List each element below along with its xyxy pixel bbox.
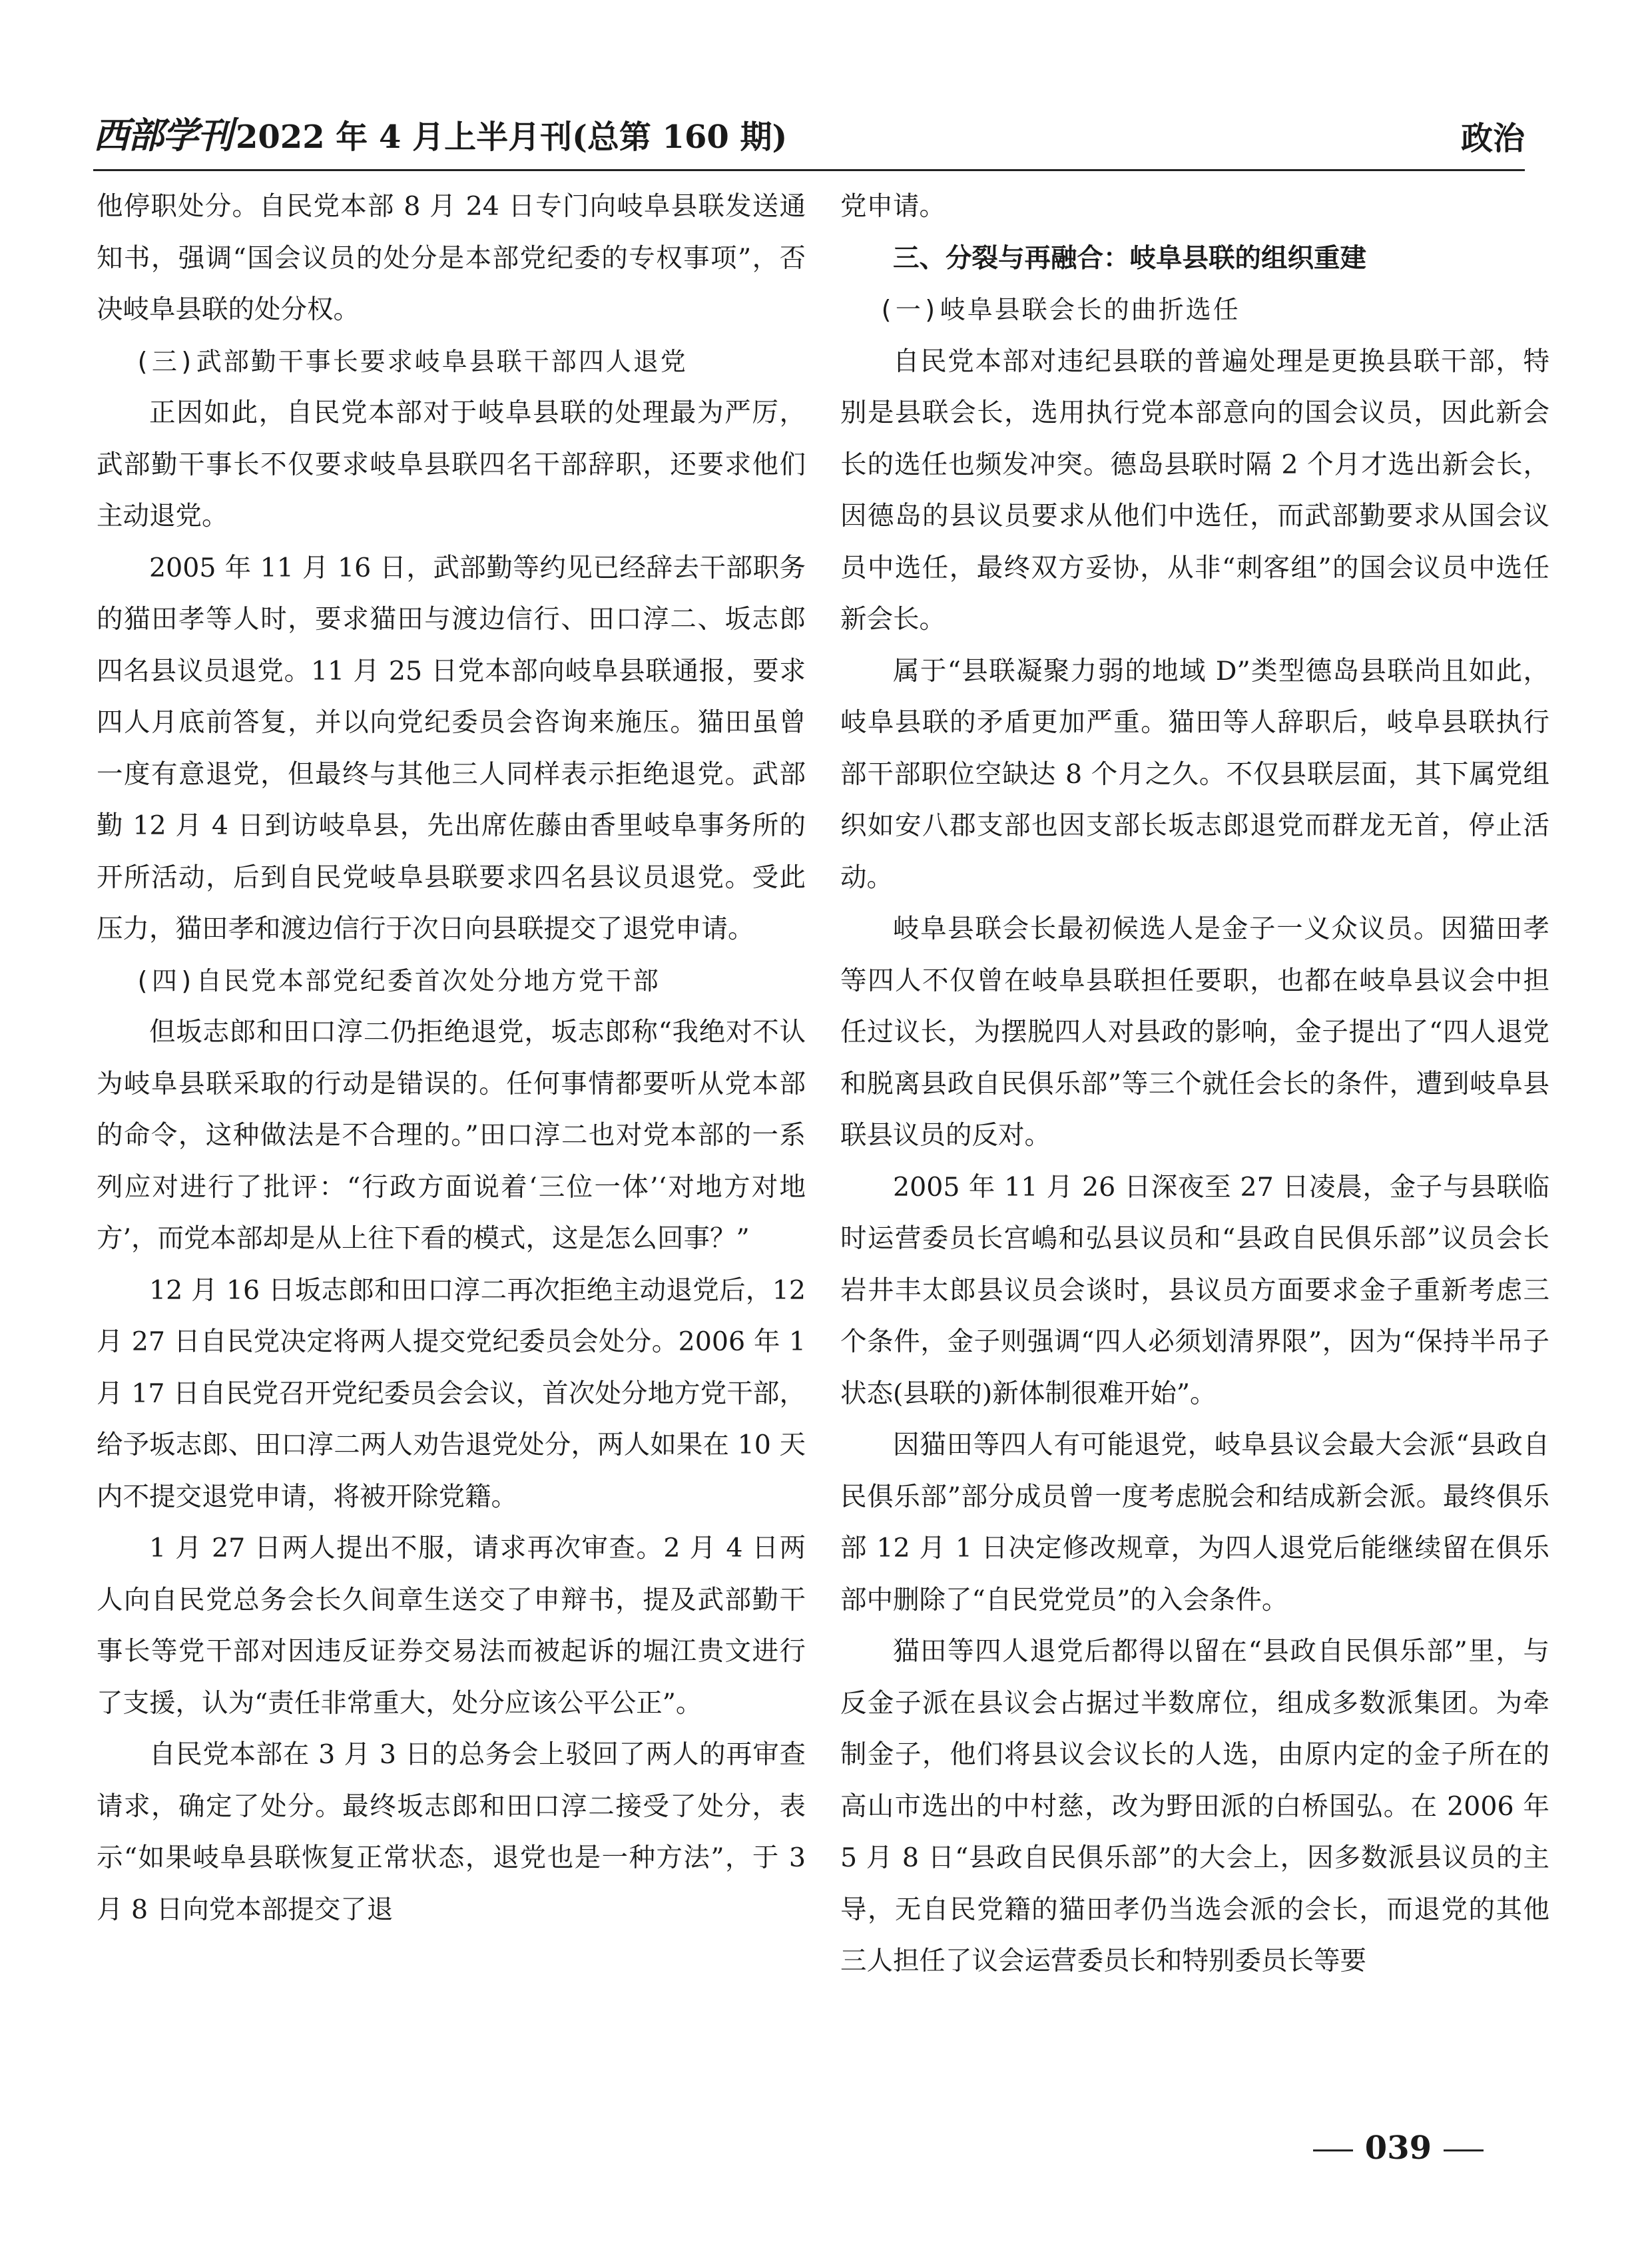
paragraph: 12 月 16 日坂志郎和田口淳二再次拒绝主动退党后，12 月 27 日自民党决定将两人提交党纪委员会处分。2006 年 1 月 17 日自民党召开党纪委员会会议，首次处分地方党干部，给予坂志郎、田口淳二两人劝告退党处分，两人如果在 10 天内不提交退党申请，将被开除党籍。 — [97, 1274, 806, 1512]
journal-logo: 西部学刊 — [93, 114, 232, 156]
header-divider — [93, 169, 1525, 171]
paragraph: 属于“县联凝聚力弱的地域 D”类型德岛县联尚且如此，岐阜县联的矛盾更加严重。猫田等人辞职后，岐阜县联执行部干部职位空缺达 8 个月之久。不仅县联层面，其下属党组织如安八郡支部也因支部长坂志郎退党而群龙无首，停止活动。 — [840, 655, 1549, 893]
paragraph: 因猫田等四人有可能退党，岐阜县议会最大会派“县政自民俱乐部”部分成员曾一度考虑脱会和结成新会派。最终俱乐部 12 月 1 日决定修改规章，为四人退党后能继续留在俱乐部中删除了“自民党党员”的入会条件。 — [840, 1430, 1549, 1615]
page-footer — [1301, 2129, 1496, 2167]
journal-info — [93, 107, 787, 158]
footer-dash-left — [1313, 2149, 1353, 2151]
running-header — [93, 112, 1525, 165]
paragraph: 正因如此，自民党本部对于岐阜县联的处理最为严厉，武部勤干事长不仅要求岐阜县联四名干部辞职，还要求他们主动退党。 — [97, 398, 806, 531]
paragraph: 猫田等四人退党后都得以留在“县政自民俱乐部”里，与反金子派在县议会占据过半数席位，组成多数派集团。为牵制金子，他们将县议会议长的人选，由原内定的金子所在的高山市选出的中村慈，改为野田派的白桥国弘。在 2006 年 5 月 8 日“县政自民俱乐部”的大会上，因多数派县议员的主导，无自民党籍的猫田孝仍当选会派的会长，而退党的其他三人担任了议会运营委员长和特别委员长等要 — [840, 1636, 1549, 1976]
issue-info: 2022 年 4 月上半月刊(总第 160 期) — [236, 119, 788, 156]
subsection-heading: (一)岐阜县联会长的曲折选任 — [878, 295, 1240, 324]
paragraph: 但坂志郎和田口淳二仍拒绝退党，坂志郎称“我绝对不认为岐阜县联采取的行动是错误的。任何事情都要听从党本部的命令，这种做法是不合理的。”田口淳二也对党本部的一系列应对进行了批评：“行政方面说着‘三位一体’‘对地方对地方’，而党本部却是从上往下看的模式，这是怎么回事？” — [97, 1017, 806, 1254]
right-column — [840, 181, 1549, 1988]
paragraph: 岐阜县联会长最初候选人是金子一义众议员。因猫田孝等四人不仅曾在岐阜县联担任要职，也都在岐阜县议会中担任过议长，为摆脱四人对县政的影响，金子提出了“四人退党和脱离县政自民俱乐部”等三个就任会长的条件，遭到岐阜县联县议员的反对。 — [840, 914, 1549, 1151]
paragraph: 他停职处分。自民党本部 8 月 24 日专门向岐阜县联发送通知书，强调“国会议员的处分是本部党纪委的专权事项”，否决岐阜县联的处分权。 — [97, 191, 806, 325]
paragraph: 2005 年 11 月 16 日，武部勤等约见已经辞去干部职务的猫田孝等人时，要求猫田与渡边信行、田口淳二、坂志郎四名县议员退党。11 月 25 日党本部向岐阜县联通报，要求四人月底前答复，并以向党纪委员会咨询来施压。猫田虽曾一度有意退党，但最终与其他三人同样表示拒绝退党。武部勤 12 月 4 日到访岐阜县，先出席佐藤由香里岐阜事务所的开所活动，后到自民党岐阜县联要求四名县议员退党。受此压力，猫田孝和渡边信行于次日向县联提交了退党申请。 — [97, 552, 806, 944]
paragraph: 2005 年 11 月 26 日深夜至 27 日凌晨，金子与县联临时运营委员长宫嶋和弘县议员和“县政自民俱乐部”议员会长岩井丰太郎县议员会谈时，县议员方面要求金子重新考虑三个条件，金子则强调“四人必须划清界限”，因为“保持半吊子状态(县联的)新体制很难开始”。 — [840, 1171, 1549, 1409]
section-label: 政治 — [1460, 120, 1525, 157]
left-column — [97, 181, 806, 1936]
footer-dash-right — [1444, 2149, 1484, 2151]
section-heading: 三、分裂与再融合：岐阜县联的组织重建 — [893, 242, 1366, 274]
paragraph: 自民党本部在 3 月 3 日的总务会上驳回了两人的再审查请求，确定了处分。最终坂志郎和田口淳二接受了处分，表示“如果岐阜县联恢复正常状态，退党也是一种方法”，于 3 月 8 日向党本部提交了退 — [97, 1739, 806, 1925]
paragraph: 1 月 27 日两人提出不服，请求再次审查。2 月 4 日两人向自民党总务会长久间章生送交了申辩书，提及武部勤干事长等党干部对因违反证券交易法而被起诉的堀江贵文进行了支援，认为“责任非常重大，处分应该公平公正”。 — [97, 1533, 806, 1719]
page-number: 039 — [1364, 2129, 1432, 2167]
subsection-heading: (三)武部勤干事长要求岐阜县联干部四人退党 — [135, 346, 688, 376]
paragraph: 自民党本部对违纪县联的普遍处理是更换县联干部，特别是县联会长，选用执行党本部意向的国会议员，因此新会长的选任也频发冲突。德岛县联时隔 2 个月才选出新会长，因德岛的县议员要求从他们中选任，而武部勤要求从国会议员中选任，最终双方妥协，从非“刺客组”的国会议员中选任新会长。 — [840, 346, 1549, 635]
paragraph: 党申请。 — [840, 191, 946, 222]
subsection-heading: (四)自民党本部党纪委首次处分地方党干部 — [135, 966, 661, 995]
